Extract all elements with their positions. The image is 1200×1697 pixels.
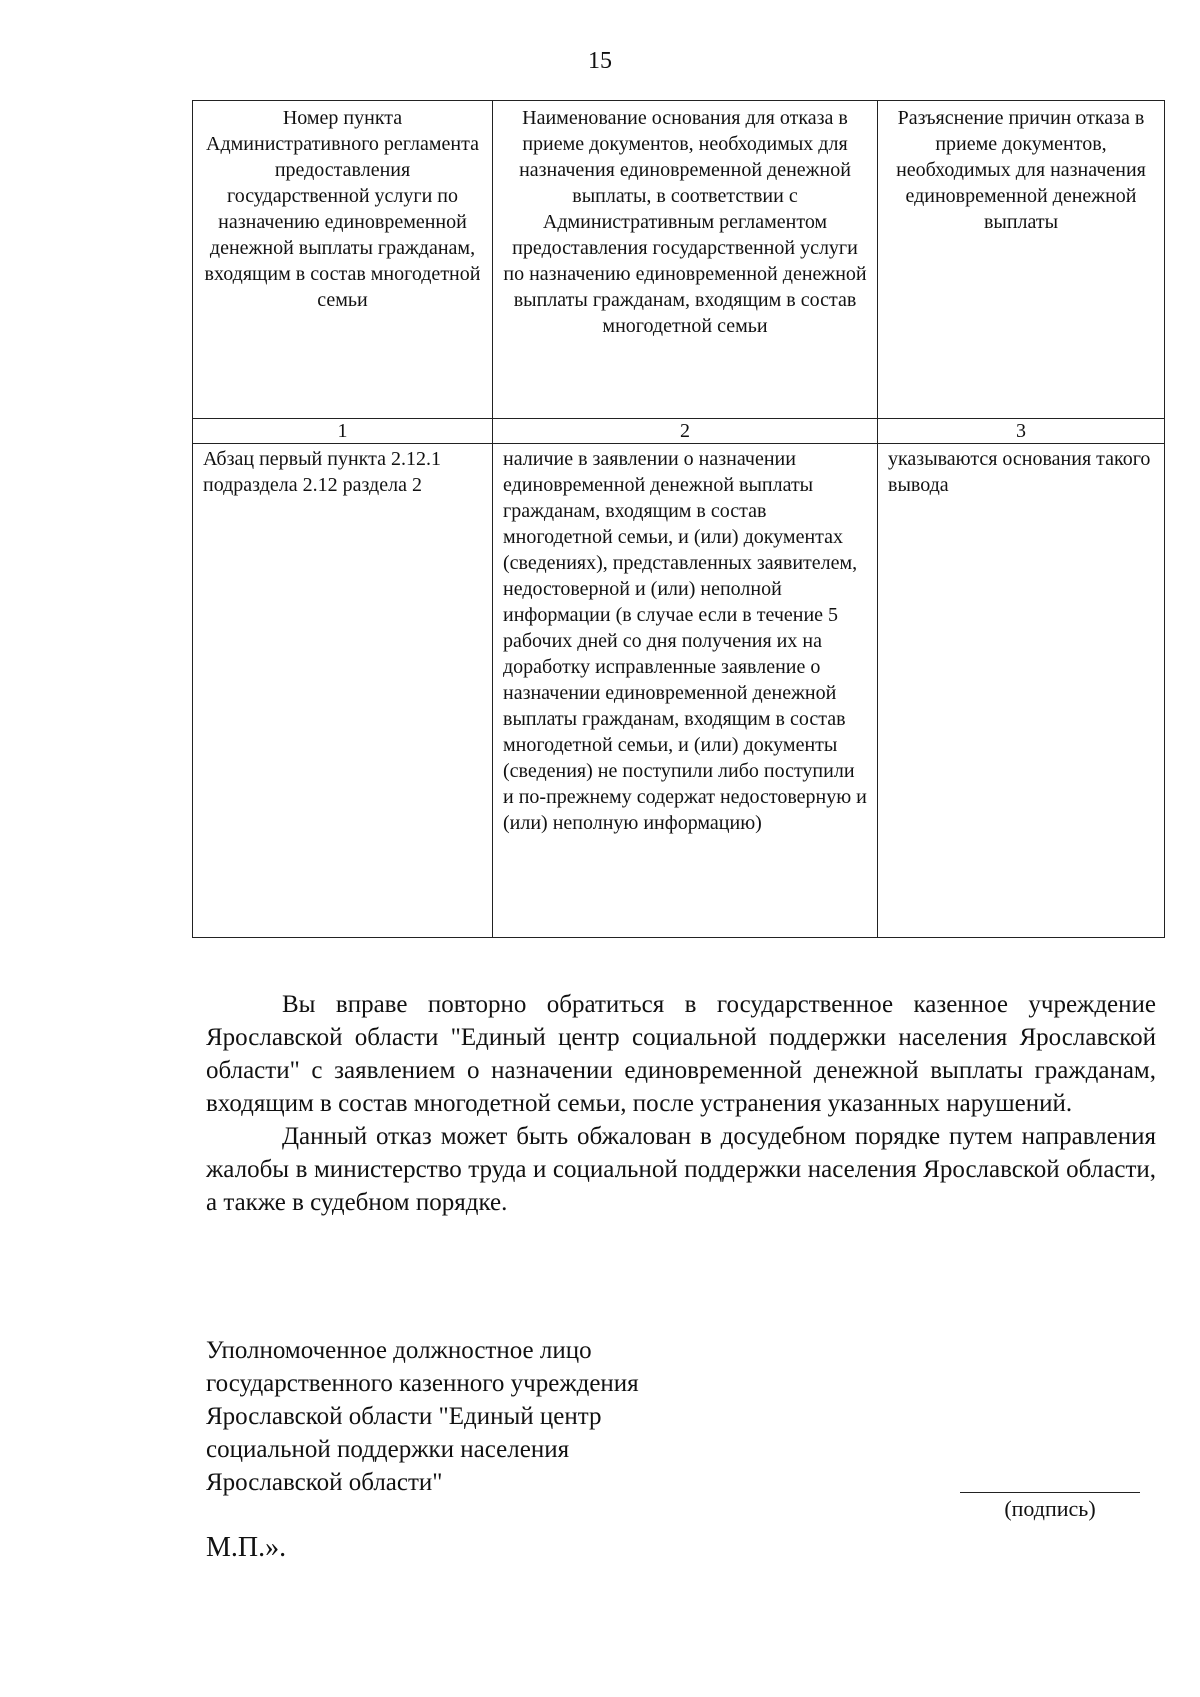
signer-block (206, 1334, 639, 1499)
table-cell-clause: Абзац первый пункта 2.12.1 подраздела 2.12 раздела 2 (193, 444, 493, 938)
seal-mark: М.П.». (206, 1532, 287, 1563)
column-number-row (193, 419, 1165, 444)
column-number: 2 (493, 419, 878, 444)
header-cell-refusal-ground: Наименование основания для отказа в приеме документов, необходимых для назначения единовременной денежной выплаты, в соответствии с Административным регламентом предоставления государственной услуги по назначению единовременной денежной выплаты гражданам, входящим в состав многодетной семьи (493, 101, 878, 419)
paragraph: Данный отказ может быть обжалован в досудебном порядке путем направления жалобы в министерство труда и социальной поддержки населения Ярославской области, а также в судебном порядке. (206, 1123, 1156, 1216)
refusal-grounds-table (192, 100, 1165, 938)
table-cell-ground: наличие в заявлении о назначении единовременной денежной выплаты гражданам, входящим в состав многодетной семьи, и (или) документах (сведениях), представленных заявителем, недостоверной и (или) неполной информации (в случае если в течение 5 рабочих дней со дня получения их на доработку исправленные заявление о назначении единовременной денежной выплаты гражданам, входящим в состав многодетной семьи, и (или) документы (сведения) не поступили либо поступили и по-прежнему содержат недостоверную и (или) неполную информацию) (493, 444, 878, 938)
page-number: 15 (588, 48, 612, 74)
body-text (206, 988, 1156, 1219)
signer-line: Ярославской области "Единый центр (206, 1403, 602, 1430)
signer-line: Уполномоченное должностное лицо (206, 1337, 592, 1364)
paragraph: Вы вправе повторно обратиться в государственное казенное учреждение Ярославской области "Единый центр социальной поддержки населения Ярославской области" с заявлением о назначении единовременной денежной выплаты гражданам, входящим в состав многодетной семьи, после устранения указанных нарушений. (206, 991, 1156, 1117)
signature-line (960, 1492, 1140, 1493)
header-cell-explanation: Разъяснение причин отказа в приеме документов, необходимых для назначения единовременной денежной выплаты (878, 101, 1165, 419)
signer-line: Ярославской области" (206, 1469, 443, 1496)
table-row (193, 444, 1165, 938)
column-number: 3 (878, 419, 1165, 444)
table-header-row (193, 101, 1165, 419)
table-cell-explanation: указываются основания такого вывода (878, 444, 1165, 938)
header-cell-clause-number: Номер пункта Административного регламента предоставления государственной услуги по назначению единовременной денежной выплаты гражданам, входящим в состав многодетной семьи (193, 101, 493, 419)
signer-line: социальной поддержки населения (206, 1436, 570, 1463)
signature-caption: (подпись) (1004, 1496, 1096, 1521)
column-number: 1 (193, 419, 493, 444)
signer-line: государственного казенного учреждения (206, 1370, 639, 1397)
